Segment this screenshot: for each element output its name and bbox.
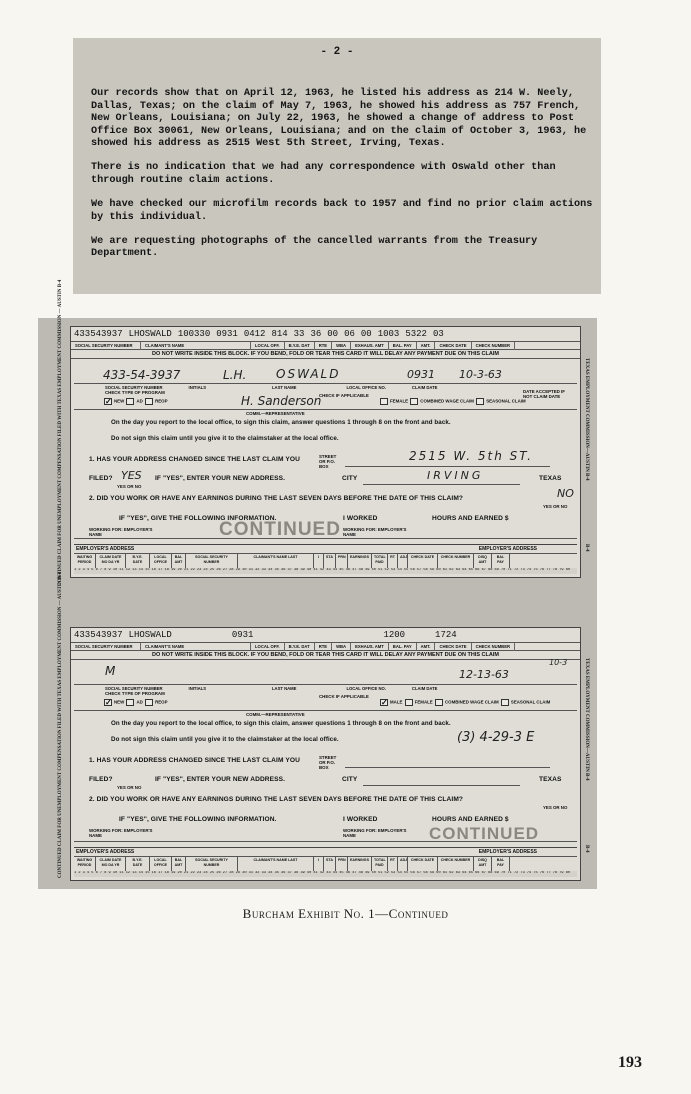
- punch-field: LHOSWALD: [128, 630, 172, 640]
- column-numbers: 1 2 3 4 5 6 7 8 9 10 11 12 13 14 15 16 17 18 19 20 21 22 23 24 25 26 27 28 29 30 31 32 33 34 35 36 37 38 39 40 41 42 43 44 45 46 47 48 49 50 51 52 53 54 55 56 57 58 59 60 61 62 63 64 65 66 67 68 69 70 71 72 73 74 75 76 77 78 79 80: [74, 871, 577, 877]
- handwritten-mark: M: [105, 664, 116, 678]
- employer-grid: [74, 544, 577, 574]
- instruction-line-2: Do not sign this claim until you give it to the claimstaker at the local office.: [111, 435, 339, 442]
- grid-col: CLAIMANT'S NAME LAST: [238, 554, 314, 568]
- program-options-right: [379, 699, 550, 706]
- checkbox[interactable]: [126, 398, 134, 405]
- employer-address-label: EMPLOYER'S ADDRESS: [76, 849, 135, 855]
- continued-stamp: CONTINUED: [429, 824, 540, 843]
- checkbox[interactable]: ✓: [105, 698, 112, 707]
- hours-earned-label: HOURS AND EARNED $: [432, 515, 509, 522]
- header-labels: [71, 342, 580, 350]
- handwritten-street: 2515 W. 5th ST.: [409, 449, 533, 463]
- handwritten-yes: YES: [121, 469, 142, 482]
- letter-excerpt: [73, 38, 601, 294]
- row-label: LAST NAME: [272, 385, 297, 390]
- question-2: 2. DID YOU WORK OR HAVE ANY EARNINGS DURING THE LAST SEVEN DAYS BEFORE THE DATE OF THIS CLAIM?: [89, 495, 464, 502]
- punch-field: 1003: [377, 329, 400, 339]
- row-label: LOCAL OFFICE NO.: [346, 686, 386, 691]
- header-label: WBA: [332, 643, 351, 651]
- check-applicable-label: CHECK IF APPLICABLE: [319, 393, 369, 398]
- field-line: [74, 841, 577, 842]
- handwritten-signature: H. Sanderson: [241, 394, 322, 408]
- checkbox[interactable]: ✓: [381, 698, 388, 707]
- punch-field: 00: [360, 329, 372, 339]
- grid-col: SOCIAL SECURITY NUMBER: [186, 554, 238, 568]
- grid-col: DISQ AMT: [474, 554, 492, 568]
- option-label: FEMALE: [414, 699, 433, 705]
- grid-col: ADJ: [398, 857, 408, 871]
- yes-or-no-label: YES OR NO: [543, 504, 568, 509]
- grid-col: CLAIM DATE MO DA YR: [96, 857, 126, 871]
- header-label: LOCAL OFF.: [251, 643, 285, 651]
- punch-field: LHOSWALD: [128, 329, 172, 339]
- grid-col: RT: [388, 857, 398, 871]
- header-label: CHECK DATE: [435, 643, 471, 651]
- handwritten-claim-date: 12-13-63: [459, 668, 509, 681]
- form-number: B-4: [584, 544, 589, 552]
- punch-field: 1200: [383, 630, 406, 640]
- comm-representative-label: COMM.—REPRESENTATIVE: [246, 411, 305, 416]
- field-line: [74, 538, 577, 539]
- header-label: B.Y.E. DAT: [285, 342, 315, 350]
- working-for-label: WORKING FOR: EMPLOYER'S NAME: [343, 828, 407, 838]
- field-line: [74, 684, 577, 685]
- row-label: SOCIAL SECURITY NUMBER: [105, 385, 163, 390]
- caption-rest: Exhibit No. 1—Continued: [294, 906, 449, 921]
- state-label: TEXAS: [539, 475, 562, 482]
- field-line: [74, 710, 577, 711]
- row-label: CLAIM DATE: [411, 686, 438, 691]
- new-address-prompt: IF "YES", ENTER YOUR NEW ADDRESS.: [155, 475, 286, 482]
- grid-col: LOCAL OFFICE: [150, 554, 172, 568]
- grid-col: CLAIMANT'S NAME LAST: [238, 857, 314, 871]
- yes-or-no-label: YES OR NO: [117, 785, 142, 790]
- new-address-prompt: IF "YES", ENTER YOUR NEW ADDRESS.: [155, 776, 286, 783]
- yes-or-no-label: YES OR NO: [117, 484, 142, 489]
- working-for-label: WORKING FOR: EMPLOYER'S NAME: [89, 828, 153, 838]
- header-label: CLAIMANT'S NAME: [141, 643, 251, 651]
- header-label: AMT.: [417, 643, 436, 651]
- header-label: CLAIMANT'S NAME: [141, 342, 251, 350]
- field-line: [74, 383, 577, 384]
- state-label: TEXAS: [539, 776, 562, 783]
- comm-representative-label: COMM.—REPRESENTATIVE: [246, 712, 305, 717]
- city-line: [363, 785, 520, 786]
- checkbox[interactable]: [380, 398, 388, 405]
- card-notice: DO NOT WRITE INSIDE THIS BLOCK. IF YOU BEND, FOLD OR TEAR THIS CARD IT WILL DELAY ANY PAYMENT DUE ON THIS CLAIM: [71, 350, 580, 359]
- check-type-label: CHECK TYPE OF PROGRAM: [105, 691, 165, 696]
- page-number: 193: [618, 1054, 642, 1071]
- street-label: STREET OR P.O. BOX: [319, 454, 337, 469]
- letter-paragraph: We are requesting photographs of the cancelled warrants from the Treasury Department.: [91, 236, 538, 260]
- grid-col: ADJ: [398, 554, 408, 568]
- grid-col: WAITING PERIOD: [74, 857, 96, 871]
- working-for-label: WORKING FOR: EMPLOYER'S NAME: [89, 527, 153, 537]
- row-label: CLAIM DATE: [411, 385, 438, 390]
- column-numbers: 1 2 3 4 5 6 7 8 9 10 11 12 13 14 15 16 17 18 19 20 21 22 23 24 25 26 27 28 29 30 31 32 33 34 35 36 37 38 39 40 41 42 43 44 45 46 47 48 49 50 51 52 53 54 55 56 57 58 59 60 61 62 63 64 65 66 67 68 69 70 71 72 73 74 75 76 77 78 79 80: [74, 568, 577, 574]
- worked-label: I WORKED: [343, 515, 378, 522]
- employer-address-row: [74, 545, 577, 554]
- option-label: REOP: [155, 699, 168, 705]
- grid-col: SOCIAL SECURITY NUMBER: [186, 857, 238, 871]
- grid-col: DISQ AMT: [474, 857, 492, 871]
- option-label: NEW: [114, 699, 125, 705]
- punch-field: 03: [432, 329, 444, 339]
- grid-col: I: [314, 554, 324, 568]
- field-line: [74, 409, 577, 410]
- question-2: 2. DID YOU WORK OR HAVE ANY EARNINGS DURING THE LAST SEVEN DAYS BEFORE THE DATE OF THIS CLAIM?: [89, 796, 464, 803]
- side-text-right: TEXAS EMPLOYMENT COMMISSION—AUSTIN B-4: [584, 658, 589, 781]
- working-for-label: WORKING FOR: EMPLOYER'S NAME: [343, 527, 407, 537]
- punch-field: 5322: [405, 329, 427, 339]
- row-label: SOCIAL SECURITY NUMBER: [105, 686, 163, 691]
- filed-label: FILED?: [89, 776, 113, 783]
- punch-field: 0412: [243, 329, 266, 339]
- side-text-left: CONTINUED CLAIM FOR UNEMPLOYMENT COMPENSATION FILED WITH TEXAS EMPLOYMENT COMMISSION — AUSTIN B-4: [58, 279, 63, 586]
- question-1: 1. HAS YOUR ADDRESS CHANGED SINCE THE LAST CLAIM YOU: [89, 456, 300, 463]
- exhibit-caption: [0, 906, 691, 922]
- option-label: SEASONAL CLAIM: [510, 699, 551, 705]
- employer-address-label: EMPLOYER'S ADDRESS: [478, 546, 537, 552]
- claim-cards-photo: [38, 279, 597, 889]
- hours-earned-label: HOURS AND EARNED $: [432, 816, 509, 823]
- grid-col: CHECK DATE: [408, 857, 438, 871]
- date-accepted-label: DATE ACCEPTED IF NOT CLAIM DATE: [523, 389, 565, 399]
- header-label: BAL. PAY: [389, 643, 417, 651]
- earnings-prompt: IF "YES", GIVE THE FOLLOWING INFORMATION.: [119, 515, 277, 522]
- option-label: COMBINED WAGE CLAIM: [444, 699, 499, 705]
- form-number: B-4: [584, 845, 589, 853]
- worked-label: I WORKED: [343, 816, 378, 823]
- page-marker: - 2 -: [320, 46, 354, 58]
- caption-name: Burcham: [242, 906, 295, 921]
- city-line: [363, 484, 520, 485]
- header-label: CHECK NUMBER: [472, 643, 515, 651]
- handwritten-instruction-note: (3) 4-29-3 E: [457, 730, 535, 745]
- grid-col: B.Y.E. DATE: [126, 554, 150, 568]
- header-label: BAL. PAY: [389, 342, 417, 350]
- claim-card-2: [70, 627, 581, 881]
- yes-or-no-label: YES OR NO: [543, 805, 568, 810]
- street-line: [345, 767, 550, 768]
- checkbox[interactable]: [145, 398, 153, 405]
- punched-data-row: [71, 327, 580, 342]
- grid-col: CHECK NUMBER: [438, 554, 474, 568]
- grid-col: EARNINGS: [348, 554, 372, 568]
- grid-col: CLAIM DATE MO DA YR: [96, 554, 126, 568]
- card-notice: DO NOT WRITE INSIDE THIS BLOCK. IF YOU BEND, FOLD OR TEAR THIS CARD IT WILL DELAY ANY PAYMENT DUE ON THIS CLAIM: [71, 651, 580, 660]
- checkbox[interactable]: [410, 398, 418, 405]
- header-label: AMT.: [417, 342, 436, 350]
- instruction-line-2: Do not sign this claim until you give it to the claimstaker at the local office.: [111, 736, 339, 743]
- handwritten-city: IRVING: [427, 469, 484, 482]
- punched-data-row: [71, 628, 580, 643]
- grid-col: I: [314, 857, 324, 871]
- punch-field: 433543937: [74, 630, 123, 640]
- side-text-left: CONTINUED CLAIM FOR UNEMPLOYMENT COMPENSATION FILED WITH TEXAS EMPLOYMENT COMMISSION — AUSTIN B-4: [58, 571, 63, 878]
- checkbox[interactable]: [435, 699, 443, 706]
- program-options-right: [379, 398, 526, 405]
- grid-col: B.Y.E. DATE: [126, 857, 150, 871]
- checkbox[interactable]: [476, 398, 484, 405]
- city-label: CITY: [342, 475, 358, 482]
- handwritten-claim-date: 10-3-63: [459, 368, 502, 381]
- street-line: [345, 466, 550, 467]
- punch-field: 0931: [216, 329, 238, 339]
- header-label: LOCAL OFF.: [251, 342, 285, 350]
- header-label: EXHAUS. AMT: [351, 342, 389, 350]
- handwritten-no: NO: [557, 487, 574, 500]
- handwritten-lastname: OSWALD: [276, 367, 341, 381]
- punch-field: 06: [344, 329, 355, 339]
- header-label: CHECK NUMBER: [472, 342, 515, 350]
- punch-field: 433543937: [74, 329, 123, 339]
- row-label: LOCAL OFFICE NO.: [346, 385, 386, 390]
- question-1: 1. HAS YOUR ADDRESS CHANGED SINCE THE LAST CLAIM YOU: [89, 757, 300, 764]
- grid-col: BAL AMT: [172, 857, 186, 871]
- check-applicable-label: CHECK IF APPLICABLE: [319, 694, 369, 699]
- punch-field: 36: [310, 329, 322, 339]
- grid-col: PRN: [336, 554, 348, 568]
- employer-address-label: EMPLOYER'S ADDRESS: [478, 849, 537, 855]
- program-options: [103, 699, 168, 706]
- grid-col: LOCAL OFFICE: [150, 857, 172, 871]
- street-label: STREET OR P.O. BOX: [319, 755, 337, 770]
- grid-col: CHECK DATE: [408, 554, 438, 568]
- grid-col: TOTAL PAID: [372, 857, 388, 871]
- city-label: CITY: [342, 776, 358, 783]
- header-label: RTE: [315, 342, 332, 350]
- header-label: CHECK DATE: [435, 342, 471, 350]
- instruction-line-1: On the day you report to the local office, to sign this claim, answer questions 1 through 8 on the front and back.: [111, 720, 451, 727]
- checkbox[interactable]: ✓: [105, 397, 112, 406]
- grid-col: PRN: [336, 857, 348, 871]
- continued-stamp: CONTINUED: [219, 519, 341, 540]
- checkbox[interactable]: [405, 699, 413, 706]
- handwritten-note: 10-3: [549, 658, 568, 667]
- row-label: LAST NAME: [272, 686, 297, 691]
- checkbox[interactable]: [126, 699, 134, 706]
- header-label: SOCIAL SECURITY NUMBER: [71, 342, 141, 350]
- punch-field: 814: [271, 329, 288, 339]
- claim-card-1: [70, 326, 581, 578]
- instruction-line-1: On the day you report to the local office, to sign this claim, answer questions 1 through 8 on the front and back.: [111, 419, 451, 426]
- grid-columns: [74, 857, 577, 871]
- header-labels: [71, 643, 580, 651]
- row-label: INITIALS: [188, 686, 206, 691]
- punch-field: 100330: [177, 329, 211, 339]
- letter-paragraph: Our records show that on April 12, 1963, he listed his address as 214 W. Neely, Dallas, Texas; on the claim of May 7, 1963, he showed his address as 757 French, New Orleans, Louisiana; on July 22, 1963, he showed a change of address to Post Office Box 30061, New Orleans, Louisiana; and on the claim of October 3, 1963, he showed his address as 2515 West 5th Street, Irving, Texas.: [91, 88, 587, 150]
- header-label: B.Y.E. DAT: [285, 643, 315, 651]
- checkbox[interactable]: [501, 699, 509, 706]
- punch-field: 00: [327, 329, 339, 339]
- program-options: [103, 398, 168, 405]
- grid-col: BAL PAY: [492, 554, 510, 568]
- row-label: INITIALS: [188, 385, 206, 390]
- header-label: RTE: [315, 643, 332, 651]
- option-label: AD: [136, 398, 143, 404]
- option-label: FEMALE: [390, 398, 409, 404]
- grid-col: BAL PAY: [492, 857, 510, 871]
- grid-col: WAITING PERIOD: [74, 554, 96, 568]
- option-label: AD: [136, 699, 143, 705]
- filed-label: FILED?: [89, 475, 113, 482]
- option-label: MALE: [390, 699, 403, 705]
- grid-col: TOTAL PAID: [372, 554, 388, 568]
- side-text-right: TEXAS EMPLOYMENT COMMISSION—AUSTIN B-4: [584, 358, 589, 481]
- grid-col: RT: [388, 554, 398, 568]
- punch-field: 1724: [435, 630, 457, 640]
- letter-paragraph: We have checked our microfilm records back to 1957 and find no prior claim actions by this individual.: [91, 199, 593, 223]
- employer-address-row: [74, 848, 577, 857]
- punch-field: 0931: [231, 630, 254, 640]
- option-label: SEASONAL CLAIM: [486, 398, 526, 404]
- grid-col: STA: [324, 554, 336, 568]
- option-label: REOP: [155, 398, 168, 404]
- punch-field: 33: [293, 329, 305, 339]
- employer-address-label: EMPLOYER'S ADDRESS: [76, 546, 135, 552]
- header-label: WBA: [332, 342, 351, 350]
- grid-col: BAL AMT: [172, 554, 186, 568]
- handwritten-office: 0931: [407, 368, 435, 381]
- employer-grid: [74, 847, 577, 877]
- letter-paragraph: There is no indication that we had any correspondence with Oswald other than through routine claim actions.: [91, 162, 556, 186]
- header-label: SOCIAL SECURITY NUMBER: [71, 643, 141, 651]
- grid-col: EARNINGS: [348, 857, 372, 871]
- grid-col: CHECK NUMBER: [438, 857, 474, 871]
- header-label: EXHAUS. AMT: [351, 643, 389, 651]
- option-label: COMBINED WAGE CLAIM: [420, 398, 474, 404]
- checkbox[interactable]: [145, 699, 153, 706]
- handwritten-initials: L.H.: [223, 368, 247, 382]
- grid-col: STA: [324, 857, 336, 871]
- grid-columns: [74, 554, 577, 568]
- handwritten-ssn: 433-54-3937: [103, 368, 181, 382]
- check-type-label: CHECK TYPE OF PROGRAM: [105, 390, 165, 395]
- option-label: NEW: [114, 398, 125, 404]
- earnings-prompt: IF "YES", GIVE THE FOLLOWING INFORMATION.: [119, 816, 277, 823]
